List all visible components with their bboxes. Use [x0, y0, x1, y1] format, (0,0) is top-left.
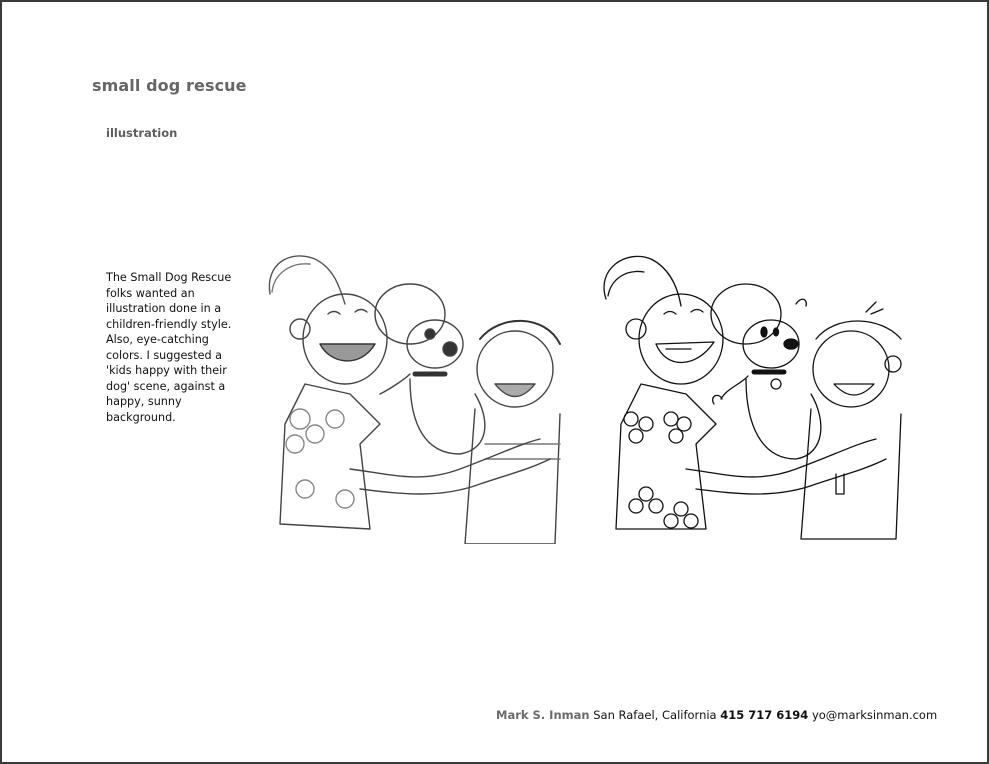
page-title: small dog rescue	[92, 76, 247, 95]
category-label: illustration	[106, 126, 178, 140]
sketch-illustration	[260, 244, 575, 544]
artist-phone: 415 717 6194	[720, 708, 809, 722]
artist-email[interactable]: yo@marksinman.com	[811, 708, 938, 722]
sketch-drawing	[260, 244, 575, 544]
description-line: 'kids happy with their	[106, 364, 227, 377]
project-description	[106, 270, 246, 425]
description-line: illustration done in a	[106, 302, 222, 315]
description-line: Also, eye-catching	[106, 333, 209, 346]
contact-footer	[496, 708, 937, 722]
description-line: dog' scene, against a	[106, 379, 226, 393]
description-line: folks wanted an	[106, 286, 195, 300]
inked-drawing	[596, 244, 911, 544]
description-line: background.	[106, 410, 176, 424]
artist-name: Mark S. Inman	[496, 708, 590, 722]
inked-illustration	[596, 244, 911, 544]
description-line: The Small Dog Rescue	[106, 271, 232, 284]
artist-location: San Rafael, California	[593, 708, 717, 722]
description-line: happy, sunny	[106, 395, 182, 408]
description-line: children-friendly style.	[106, 317, 232, 331]
description-line: colors. I suggested a	[106, 348, 222, 362]
